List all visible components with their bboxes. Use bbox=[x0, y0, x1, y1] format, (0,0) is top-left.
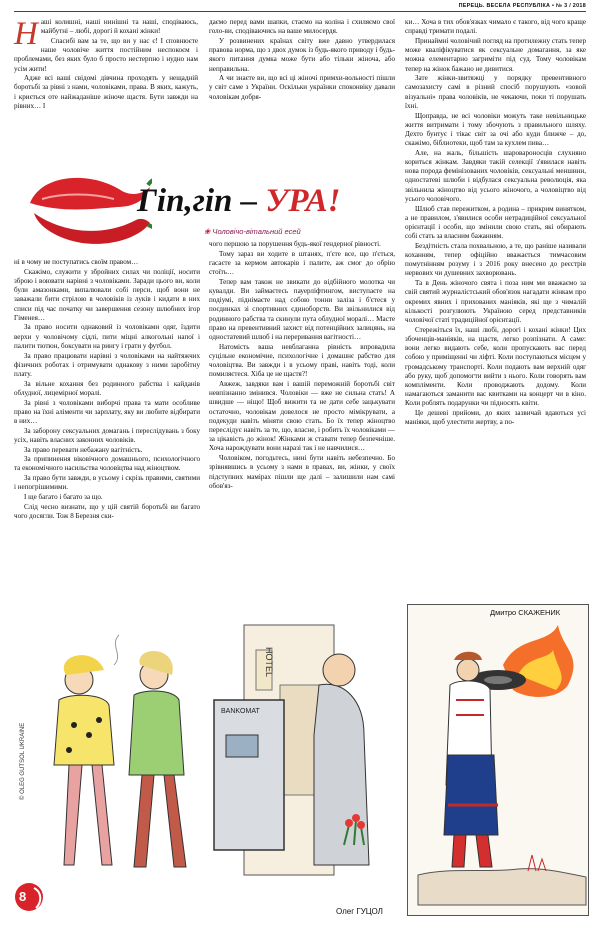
paragraph: Стережіться їх, наші любі, дорогі і кохані жінки! Цих збоченців-маніяків, на щастя, легко розпізнати. А саме: вони легко видають себе, коли пропускають вас перед собою у приміщенні чи ліфті. Коли поступаються місцем у громадському транспорті. Коли подають вам верхній одяг або руку, щоб допомогти вийти з нього. Коли говорять вам компліменти. Коли проводжають додому. Коли намагаються заманити вас квитками на концерт чи в кіно. Коли роблять подарунки чи підносять квіти. bbox=[405, 325, 586, 408]
paragraph: За право перевати небажану вагітність. bbox=[24, 445, 143, 454]
paragraph: ні в чому не поступатись своїм правом… bbox=[14, 258, 139, 266]
chili-lips-icon bbox=[22, 163, 152, 253]
paragraph: Натомість ваша невблаганна рівність впровадила суцільне економічне, психологічне і домашнє рабство для чоловіцтва. Ви завжди і в усьому праві, навіть тоді, коли помиляєтеся. Хіба це не щастя?! bbox=[209, 342, 395, 379]
paragraph: Слід чесно визнати, що у цій святій боротьбі ви багато чого досягли. Тож 8 Березня ски- bbox=[14, 502, 200, 520]
hotel-sign: HOTEL bbox=[264, 647, 274, 678]
page-number: 8 bbox=[19, 889, 27, 904]
paragraph: За заборону сексуальних домагань і переслідувань з боку усіх, навіть власних законних чоловіків. bbox=[14, 426, 200, 444]
page-header bbox=[0, 0, 600, 14]
paragraph: І ще багато і багато за що. bbox=[24, 493, 103, 502]
article-column-1-bottom bbox=[14, 258, 200, 522]
paragraph: За право працювати нарівні з чоловіками на найтяжчих фізичних роботах і отримувати однакову з ними заробітну плату. bbox=[14, 351, 200, 378]
paragraph: Щоправда, не всі чоловіки можуть таке невільницьке життя витримати і тому збочують з правильного шляху. Дехто бунтує і тікає світ за очі або куди ближче – до, скажімо, біблиотеки, щоб там за кухлем пива… bbox=[405, 111, 586, 148]
ribbon-icon: ❀ bbox=[204, 227, 211, 236]
artist-signature: © OLEG GUTSOL UKRAINE bbox=[20, 722, 26, 800]
paragraph: За рівні з чоловіками виборчі права та мати особливе право на їхні аліменти чи зарплату, яку ви любите відбирати в них… bbox=[14, 398, 200, 425]
paragraph: Адже всі ваші свідомі дівчина проходять у нещадній боротьбі за рівні з нами, чоловіками, права. В яких, кажуть, і криється оте найжаданіше жіноче щастя. Бути завжди на рівних… І bbox=[14, 74, 198, 110]
cartoon-drawing bbox=[14, 605, 394, 905]
paragraph: ки… Хоча в тих обов'язках чимало є такого, від чого краще справді тримати подалі. bbox=[405, 18, 586, 36]
header-rule bbox=[14, 11, 586, 12]
paragraph: Тепер вам також не звикати до відбійного молотка чи кувалди. Ви займаєтесь пауерліфтингом, виступаєте на подіумі, піднімаєте над собою тонни заліза і б'єтеся у поєдинках зі спортивних єдиноборств. Ви звільнилися від родинного рабства та скинули пута облудної моралі… Масте право на превентивний захист від потенційних залицянь, на одностатевий шлюб і на переривання вагітності… bbox=[209, 277, 395, 342]
paragraph: Тому зараз ви ходите в штанях, п'єте все, що п'ється, гасаєте за кермом автокарів і палите, аж смог до обрію стоїть… bbox=[209, 249, 395, 277]
paragraph: Скажімо, служити у збройних силах чи поліції, носити зброю і воювати нарівні з чоловіками. Заради цього ви, коли були амазонками, випалювали собі перси, щоб вони не заважали бити стрілою в чоловіків із луків і кидати в них списи під час початку чи завершення сезону шлюбних ігор Гіменея… bbox=[14, 267, 200, 322]
drop-cap: Н bbox=[14, 16, 38, 52]
paragraph: даємо перед вами шапки, стаємо на коліна і схиляємо свої голо-ви, сподіваючись на ваше милосердя. bbox=[209, 18, 395, 36]
subtitle-text: Чоловічо-вітальний есей bbox=[212, 227, 301, 236]
paragraph: Шлюб став пережитком, а родина – прикрим винятком, а не правилом, з'явилися особи нетрадиційної сексуальної орієнтації і особи, що змінили свою стать, які обирають собі стать за власним бажанням. bbox=[405, 204, 586, 241]
paragraph: Це дешеві прийоми, до яких зазвичай вдаються усі маніяки, щоб улестити жертву, а по- bbox=[405, 409, 586, 427]
paragraph: Принаймні чоловічий погляд на протилежну стать тепер може кваліфікуватися як сексуальне домагання, за яке можна елементарно загриміти під суд. Тому чоловікам тепер на жінок бажано не дивитися. bbox=[405, 36, 586, 73]
paragraph: За право бути завжди, в усьому і скрізь правими, святими і непогрішимими. bbox=[14, 474, 200, 492]
cartoon-ukrainian-woman bbox=[407, 604, 589, 916]
article-column-2-top bbox=[209, 18, 395, 102]
paragraph: Спасибі вам за те, що ви у нас є! І сповнюєте наше чоловіче життя постійним неспокоєм і проблемами, без яких було б просто нестерпно і нудно нам усім жити! bbox=[14, 36, 198, 73]
article-column-2-bottom bbox=[209, 240, 395, 491]
atm-sign: BANKOMAT bbox=[221, 708, 260, 715]
article-title bbox=[137, 183, 341, 220]
paragraph: чого першою за порушення будь-якої гендерної рівності. bbox=[209, 240, 381, 248]
left-cartoon-caption: Олег ГУЦОЛ bbox=[336, 907, 383, 916]
cartoon-hotel-bankomat bbox=[14, 605, 394, 925]
right-cartoon-caption: Дмитро СКАЖЕНИК bbox=[490, 608, 561, 617]
paragraph: Та в День жіночого свята і поза ним ми вважаємо за свій святий журналістський обов'язок нагадати жінкам про окремих явних і прихованих маніяків, які ще з чималій кількості розгулюють Україною серед представників чоловічої статі традиційної орієнтації. bbox=[405, 279, 586, 324]
cartoon-drawing bbox=[408, 605, 588, 915]
paragraph: За вільне кохання без родинного рабства і кайданів облудної, лицемірної моралі. bbox=[14, 379, 200, 397]
paragraph: Бездітність стала похвальною, а те, що раніше називали коханням, тепер офіційно вважається тимчасовим помутнінням розуму і з 2016 року внесено до реєстрів нервових чи душевних захворювань. bbox=[405, 241, 586, 278]
paragraph: Чоловіком, погодьтесь, нині бути навіть небезпечно. Бо зрівнявшись в усьому з нами в правах, ви, жінки, у своїх підступних мамірах пішли ще далі – залишили нам самі обов'яз- bbox=[209, 454, 395, 490]
paragraph: За припинення віковічного домашнього, психологічного та економічного насильства чоловіцтва над жіноцтвом. bbox=[14, 455, 200, 473]
title-part-1: Гіп,гіп – bbox=[137, 183, 266, 219]
paragraph: Але, на жаль, більшість шаровароносців слухняно кориться жінкам. Завдяки такій селекції з'явилася навіть нова порода фемінізованих чоловіків, сексуальні меншини, одностатеві шлюби і відбулася сексуальна революція, яка звільнила жіноцтво від усього жіночого, а чоловіцтво від усього чоловічого. bbox=[405, 148, 586, 203]
paragraph: А чи знаєте ви, що всі ці жіночі примхи-вольності пішли у світ саме з України. Оскільки українки споконвіку давали чоловікам добря- bbox=[209, 74, 395, 101]
paragraph: За право носити однаковий із чоловіками одяг, їздити верхи у чоловічому сідлі, пити міцні алкогольні напої і палити тютюн, боксувати на рингу і грати у футбол. bbox=[14, 323, 200, 350]
paragraph: Зате жінки-звитяжці у порядку превентивного самозахисту самі в різний спосіб порушують «зовой візуальні» права чоловіків, не чекаючи, поки ті порушать їхні. bbox=[405, 74, 586, 110]
page-number-badge bbox=[14, 882, 44, 912]
header-text: ПЕРЕЦЬ. ВЕСЕЛА РЕСПУБЛІКА • № 3 / 2018 bbox=[458, 3, 586, 9]
article-subtitle bbox=[204, 227, 301, 236]
article-column-3 bbox=[405, 18, 586, 428]
title-part-2: УРА! bbox=[265, 183, 341, 219]
article-column-1-top bbox=[14, 18, 198, 112]
paragraph: Авжеж, завдяки вам і вашій переможній боротьбі світ невпізнанно змінився. Чоловіки — вже не сильна стать! А швидше — ніщо! Щоб вижити та не дати себе зацькувати остаточно, чоловікам довелося не просто мімікрувати, а подекуди навіть міняти свою стать. Бо їх тепер жіноцтво переслідує навіть за те, що, власне, і робить їх чоловіками — за цікавість до жінок! Жінками ж ставати тепер безпечніше. Хоча нарождувати вони наразі так і не навчилися… bbox=[209, 380, 395, 453]
paragraph: аші колишні, наші нинішні та наші, сподіваюсь, майбутні – любі, дорогі й кохані жінки! bbox=[40, 18, 198, 36]
paragraph: У розвинених країнах світу вже давно утвердилася правова норма, що з двох думок із будь-якого приводу і будь-якого питання думка може бути або тільки жіноча, або неправильна. bbox=[209, 36, 395, 73]
